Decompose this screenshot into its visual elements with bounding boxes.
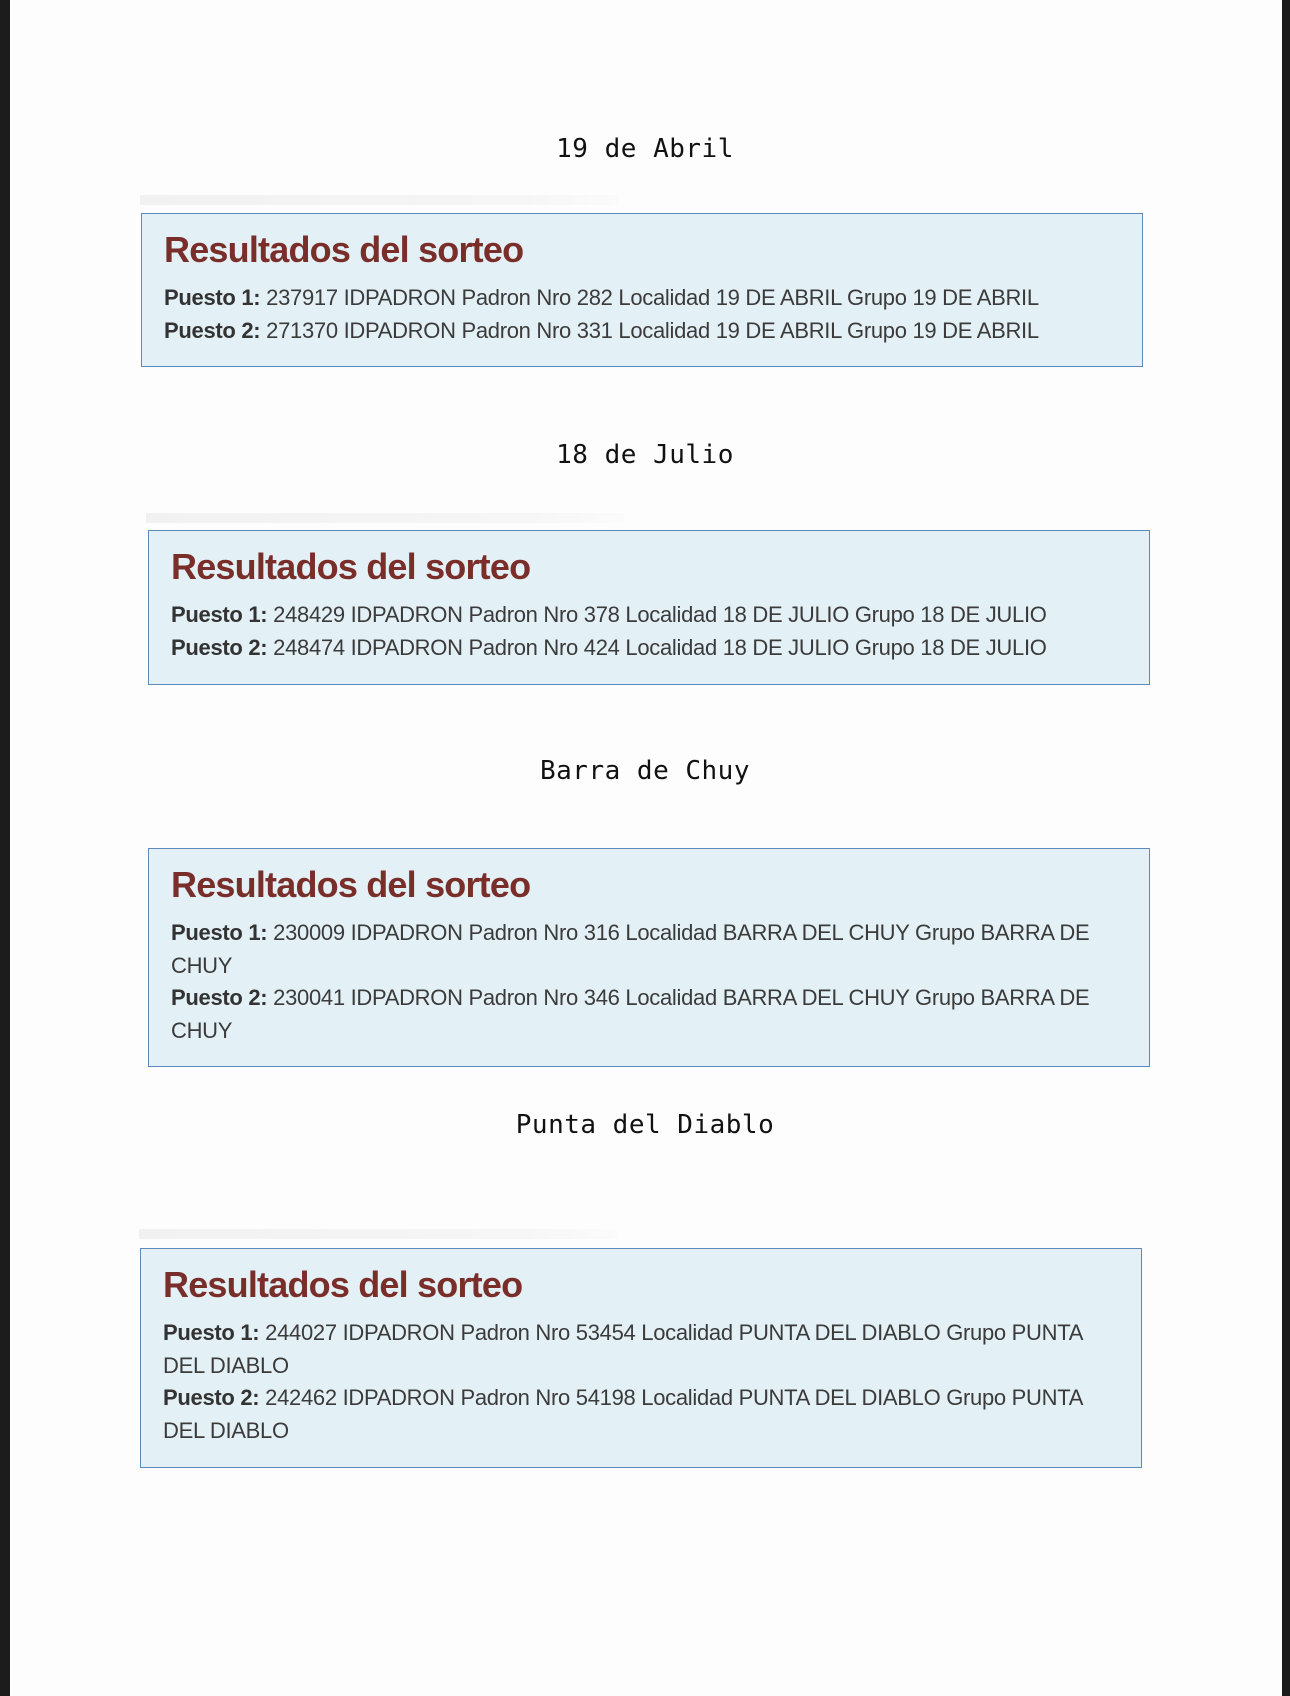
results-box [148, 530, 1150, 685]
section-heading: Punta del Diablo [515, 1110, 775, 1140]
shadow-strip [139, 1229, 617, 1239]
result-entry [171, 917, 1127, 982]
result-entry [171, 632, 1127, 665]
result-entry [171, 982, 1127, 1047]
entry-label: Puesto 2: [164, 317, 261, 343]
results-box [148, 848, 1150, 1067]
result-entry [164, 282, 1120, 315]
entry-text: 237917 IDPADRON Padron Nro 282 Localidad 19 DE ABRIL Grupo 19 DE ABRIL [266, 285, 1039, 310]
result-entry [164, 315, 1120, 348]
result-entry [163, 1382, 1119, 1447]
entry-label: Puesto 1: [164, 285, 261, 310]
entry-label: Puesto 1: [163, 1320, 260, 1345]
results-box [141, 213, 1143, 367]
results-title: Resultados del sorteo [171, 864, 531, 905]
result-entry [171, 599, 1127, 632]
result-entry [163, 1317, 1119, 1382]
section-heading: Barra de Chuy [540, 756, 750, 786]
section-heading: 18 de Julio [556, 440, 734, 470]
shadow-strip [140, 195, 618, 205]
entry-label: Puesto 2: [171, 985, 268, 1010]
entry-text: 242462 IDPADRON Padron Nro 54198 Localidad PUNTA DEL DIABLO Grupo PUNTA DEL DIABLO [163, 1385, 1082, 1443]
results-title: Resultados del sorteo [171, 546, 531, 587]
entry-label: Puesto 1: [171, 602, 268, 627]
section-heading: 19 de Abril [556, 134, 734, 164]
results-box [140, 1248, 1142, 1468]
results-title: Resultados del sorteo [163, 1264, 523, 1305]
entry-text: 244027 IDPADRON Padron Nro 53454 Localidad PUNTA DEL DIABLO Grupo PUNTA DEL DIABLO [163, 1320, 1082, 1378]
entry-label: Puesto 2: [171, 634, 268, 660]
shadow-strip [146, 513, 624, 523]
entry-text: 230041 IDPADRON Padron Nro 346 Localidad BARRA DEL CHUY Grupo BARRA DE CHUY [171, 985, 1090, 1043]
entry-text: 248474 IDPADRON Padron Nro 424 Localidad 18 DE JULIO Grupo 18 DE JULIO [273, 634, 1047, 660]
entry-label: Puesto 2: [163, 1385, 260, 1410]
entry-text: 271370 IDPADRON Padron Nro 331 Localidad 19 DE ABRIL Grupo 19 DE ABRIL [266, 317, 1039, 343]
entry-text: 248429 IDPADRON Padron Nro 378 Localidad 18 DE JULIO Grupo 18 DE JULIO [273, 602, 1047, 627]
results-title: Resultados del sorteo [164, 229, 524, 270]
entry-text: 230009 IDPADRON Padron Nro 316 Localidad BARRA DEL CHUY Grupo BARRA DE CHUY [171, 920, 1090, 978]
entry-label: Puesto 1: [171, 920, 268, 945]
